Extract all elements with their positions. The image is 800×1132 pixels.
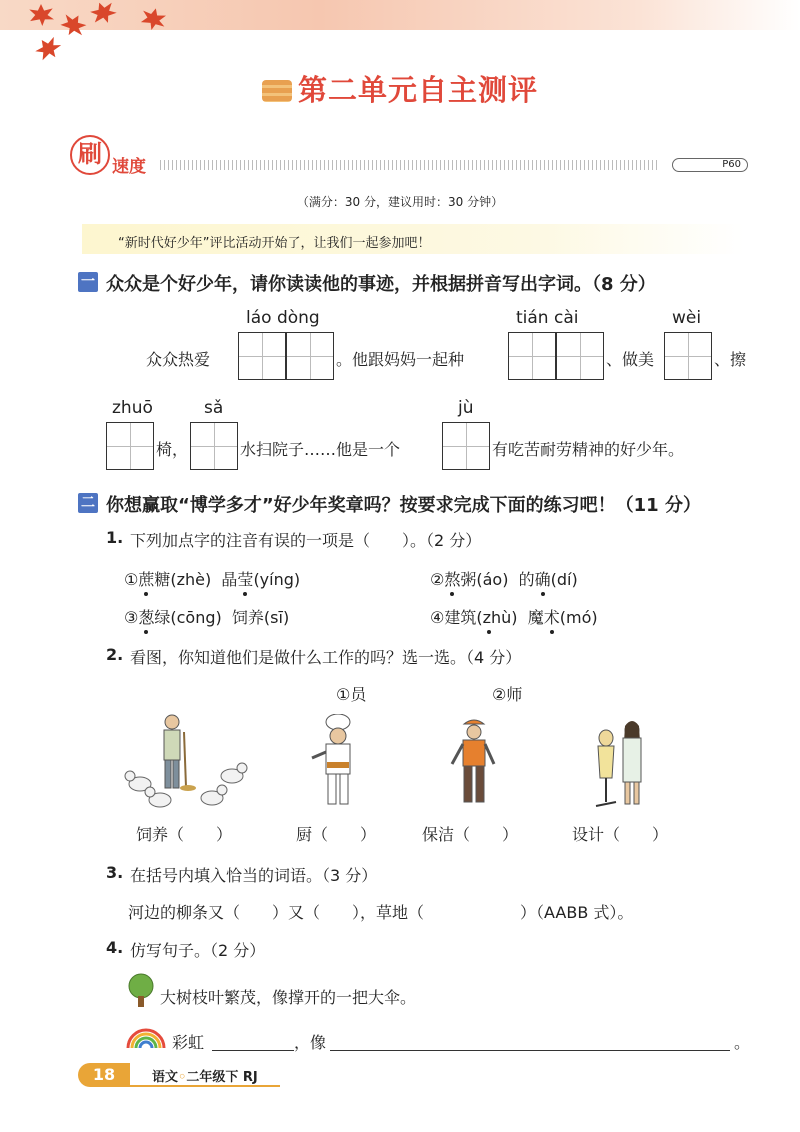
option: ②熬粥(áo) 的确(dí): [430, 570, 578, 589]
fill-in-line: 河边的柳条又（ ）又（ ），草地（ ）（AABB 式）。: [128, 903, 634, 922]
page-reference: P60: [672, 158, 748, 172]
section-badge: 刷: [70, 135, 110, 175]
score-note: （满分：30 分，建议用时：30 分钟）: [296, 195, 504, 209]
pinyin: wèi: [672, 308, 702, 328]
answer-line[interactable]: [212, 1050, 294, 1051]
page-title: 第二单元自主测评: [0, 68, 800, 109]
choice-option: ①员: [336, 685, 367, 704]
sub-question-number: 4.: [106, 938, 124, 957]
sub-question-number: 3.: [106, 863, 124, 882]
question-title: 你想赢取“博学多才”好少年奖章吗？按要求完成下面的练习吧！（11 分）: [106, 495, 701, 516]
pinyin: tián cài: [516, 308, 579, 328]
banner-text: “新时代好少年”评比活动开始了，让我们一起参加吧！: [118, 236, 431, 251]
option: ④建筑(zhù) 魔术(mó): [430, 608, 598, 627]
chef-illustration: [306, 714, 366, 814]
imitation-text: ，像: [294, 1033, 327, 1052]
caption: 厨（ ）: [296, 825, 377, 844]
answer-box[interactable]: [190, 422, 238, 470]
footer-subject: 语文◦二年级下 RJ: [152, 1070, 258, 1085]
sentence-text: 。他跟妈妈一起种: [336, 350, 465, 369]
sentence-text: 水扫院子……他是一个: [240, 440, 401, 459]
imitation-text: 彩虹: [172, 1033, 205, 1052]
sub-question-number: 1.: [106, 528, 124, 547]
page-number: 18: [78, 1063, 130, 1087]
tree-icon: [124, 972, 158, 1008]
sub-question-text: 在括号内填入恰当的词语。（3 分）: [130, 866, 378, 885]
farmer-with-goats-illustration: [120, 712, 252, 817]
sentence-text: 有吃苦耐劳精神的好少年。: [492, 440, 685, 459]
top-band: [0, 0, 800, 30]
choice-option: ②师: [492, 685, 523, 704]
answer-box[interactable]: [238, 332, 286, 380]
answer-line[interactable]: [330, 1050, 730, 1051]
question-title: 众众是个好少年，请你读读他的事迹，并根据拼音写出字词。（8 分）: [106, 274, 656, 295]
option: ①蔗糖(zhè) 晶莹(yíng): [124, 570, 301, 589]
footer-underline: [130, 1085, 280, 1087]
sub-question-text: 仿写句子。（2 分）: [130, 941, 266, 960]
cleaner-illustration: [446, 716, 502, 816]
sub-question-text: 下列加点字的注音有误的一项是（ ）。（2 分）: [130, 531, 482, 550]
maple-leaf-icon: [31, 33, 65, 66]
sub-question-number: 2.: [106, 645, 124, 664]
caption: 保洁（ ）: [422, 825, 519, 844]
pinyin: zhuō: [112, 398, 153, 418]
option: ③葱绿(cōng) 饲养(sī): [124, 608, 290, 627]
sentence-text: 椅，: [156, 440, 189, 459]
caption: 饲养（ ）: [136, 825, 233, 844]
caption: 设计（ ）: [572, 825, 669, 844]
answer-box[interactable]: [556, 332, 604, 380]
question-number: 一: [78, 272, 98, 292]
answer-box[interactable]: [442, 422, 490, 470]
answer-box[interactable]: [664, 332, 712, 380]
answer-box[interactable]: [508, 332, 556, 380]
designer-illustration: [592, 716, 652, 816]
answer-box[interactable]: [286, 332, 334, 380]
books-icon: [262, 80, 292, 102]
answer-box[interactable]: [106, 422, 154, 470]
pinyin: jù: [458, 398, 474, 418]
pinyin: sǎ: [204, 398, 224, 418]
question-number: 二: [78, 493, 98, 513]
section-label: 速度: [112, 157, 146, 177]
sentence-text: 、做美: [606, 350, 655, 369]
rainbow-icon: [124, 1022, 168, 1050]
sub-question-text: 看图，你知道他们是做什么工作的吗？选一选。（4 分）: [130, 648, 522, 667]
sentence-text: 众众热爱: [146, 350, 211, 369]
example-sentence: 大树枝叶繁茂，像撑开的一把大伞。: [160, 988, 417, 1007]
sentence-text: 、擦: [714, 350, 747, 369]
divider: [160, 160, 660, 170]
pinyin: láo dòng: [246, 308, 320, 328]
imitation-text: 。: [734, 1033, 751, 1052]
